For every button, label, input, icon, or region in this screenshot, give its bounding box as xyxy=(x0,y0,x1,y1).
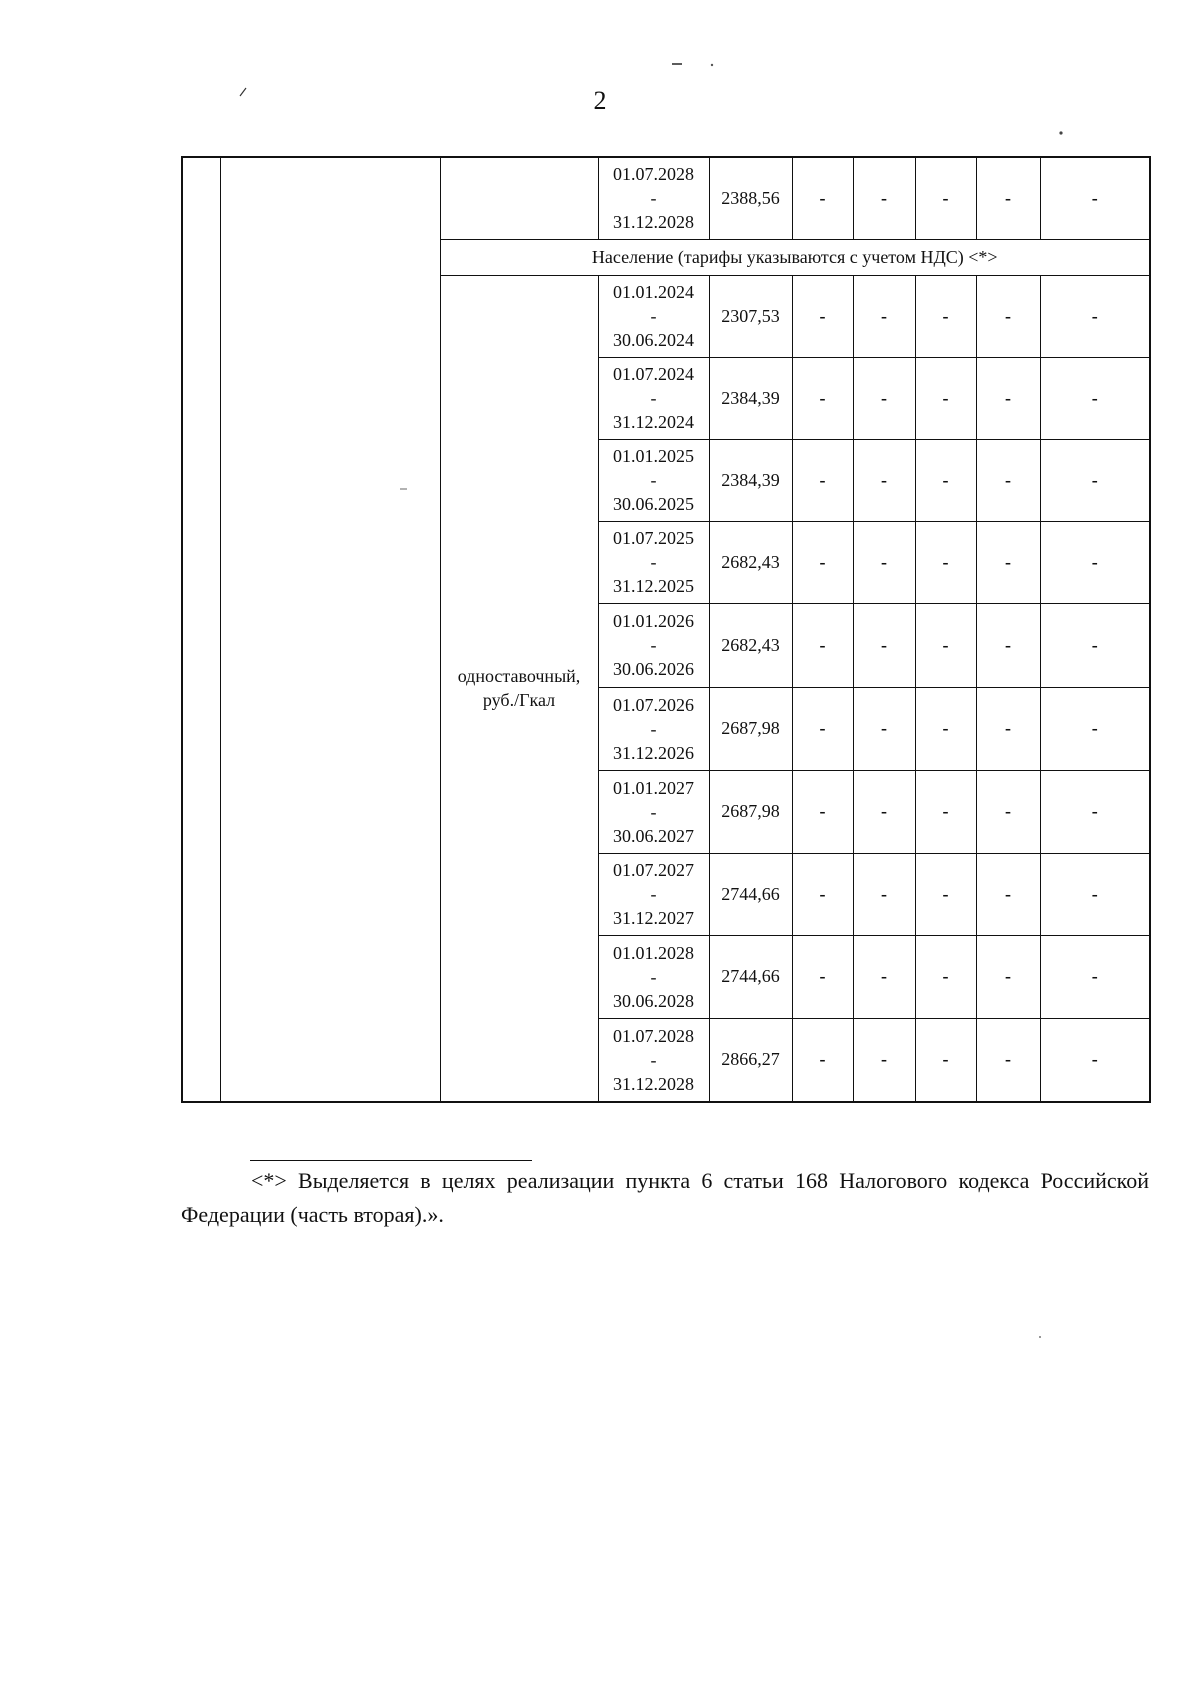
dash-cell: - xyxy=(853,357,915,439)
dash-cell: - xyxy=(976,935,1040,1018)
tariff-value: 2682,43 xyxy=(709,603,792,687)
dash-cell: - xyxy=(915,521,976,603)
type-cell-top xyxy=(440,157,598,239)
footnote: <*> Выделяется в целях реализации пункта 6 статьи 168 Налогового кодекса Российской Федерации (часть вторая).». xyxy=(181,1168,1149,1227)
tariff-value: 2687,98 xyxy=(709,687,792,770)
dash-cell: - xyxy=(792,935,853,1018)
dash-cell: - xyxy=(792,603,853,687)
dash-cell: - xyxy=(1040,157,1150,239)
period-end: 31.12.2028 xyxy=(613,212,694,233)
organization-cell xyxy=(220,157,440,1102)
dash-cell: - xyxy=(792,521,853,603)
dash-cell: - xyxy=(915,687,976,770)
dash-cell: - xyxy=(1040,357,1150,439)
dash-cell: - xyxy=(976,853,1040,935)
dash-cell: - xyxy=(915,935,976,1018)
tariff-value: 2744,66 xyxy=(709,935,792,1018)
period-cell: 01.01.2027 - 30.06.2027 xyxy=(598,770,709,853)
dash-cell: - xyxy=(1040,439,1150,521)
dash-cell: - xyxy=(853,687,915,770)
period-dash: - xyxy=(650,188,657,209)
period-cell: 01.07.2025 - 31.12.2025 xyxy=(598,521,709,603)
footnote-rule xyxy=(250,1160,532,1161)
tariff-table xyxy=(181,156,1151,1103)
period-cell xyxy=(598,157,709,239)
tariff-type-cell: одноставочный, руб./Гкал xyxy=(440,275,598,1102)
dash-cell: - xyxy=(1040,687,1150,770)
dash-cell: - xyxy=(853,1018,915,1102)
dash-cell: - xyxy=(792,1018,853,1102)
page-number: 2 xyxy=(593,86,607,115)
dash-cell: - xyxy=(792,275,853,357)
tariff-value: 2866,27 xyxy=(709,1018,792,1102)
dash-cell: - xyxy=(853,853,915,935)
dash-cell: - xyxy=(915,770,976,853)
scan-speck xyxy=(711,64,713,66)
tariff-value: 2388,56 xyxy=(709,157,792,239)
dash-cell: - xyxy=(915,853,976,935)
period-cell: 01.01.2028 - 30.06.2028 xyxy=(598,935,709,1018)
tariff-value: 2307,53 xyxy=(709,275,792,357)
number-cell xyxy=(182,157,220,1102)
dash-cell: - xyxy=(976,1018,1040,1102)
period-cell: 01.01.2024 - 30.06.2024 xyxy=(598,275,709,357)
dash-cell: - xyxy=(1040,275,1150,357)
dash-cell: - xyxy=(853,275,915,357)
tariff-value: 2384,39 xyxy=(709,357,792,439)
dash-cell: - xyxy=(976,770,1040,853)
tariff-value: 2744,66 xyxy=(709,853,792,935)
period-cell: 01.07.2027 - 31.12.2027 xyxy=(598,853,709,935)
period-cell: 01.07.2024 - 31.12.2024 xyxy=(598,357,709,439)
dash-cell: - xyxy=(792,853,853,935)
period-start: 01.07.2028 xyxy=(613,164,694,185)
dash-cell: - xyxy=(853,935,915,1018)
period-cell: 01.01.2025 - 30.06.2025 xyxy=(598,439,709,521)
dash-cell: - xyxy=(976,357,1040,439)
dash-cell: - xyxy=(1040,603,1150,687)
dash-cell: - xyxy=(915,603,976,687)
dash-cell: - xyxy=(853,521,915,603)
dash-cell: - xyxy=(792,157,853,239)
dash-cell: - xyxy=(1040,770,1150,853)
period-cell: 01.07.2028 - 31.12.2028 xyxy=(598,1018,709,1102)
dash-cell: - xyxy=(853,439,915,521)
period-cell: 01.01.2026 - 30.06.2026 xyxy=(598,603,709,687)
dash-cell: - xyxy=(792,687,853,770)
dash-cell: - xyxy=(1040,1018,1150,1102)
tariff-value: 2687,98 xyxy=(709,770,792,853)
dash-cell: - xyxy=(915,439,976,521)
tariff-value: 2384,39 xyxy=(709,439,792,521)
dash-cell: - xyxy=(853,770,915,853)
dash-cell: - xyxy=(1040,521,1150,603)
dash-cell: - xyxy=(976,521,1040,603)
dash-cell: - xyxy=(853,603,915,687)
dash-cell: - xyxy=(853,157,915,239)
scan-speck xyxy=(1039,1336,1041,1338)
scan-speck xyxy=(1059,131,1062,134)
dash-cell: - xyxy=(915,157,976,239)
dash-cell: - xyxy=(792,357,853,439)
tariff-value: 2682,43 xyxy=(709,521,792,603)
group-header: Население (тарифы указываются с учетом НДС) <*> xyxy=(440,239,1150,275)
dash-cell: - xyxy=(976,687,1040,770)
period-cell: 01.07.2026 - 31.12.2026 xyxy=(598,687,709,770)
dash-cell: - xyxy=(792,770,853,853)
dash-cell: - xyxy=(976,439,1040,521)
dash-cell: - xyxy=(976,275,1040,357)
dash-cell: - xyxy=(792,439,853,521)
dash-cell: - xyxy=(1040,853,1150,935)
dash-cell: - xyxy=(915,275,976,357)
dash-cell: - xyxy=(976,603,1040,687)
table-row xyxy=(182,157,1150,239)
dash-cell: - xyxy=(915,357,976,439)
dash-cell: - xyxy=(1040,935,1150,1018)
dash-cell: - xyxy=(915,1018,976,1102)
dash-cell: - xyxy=(976,157,1040,239)
